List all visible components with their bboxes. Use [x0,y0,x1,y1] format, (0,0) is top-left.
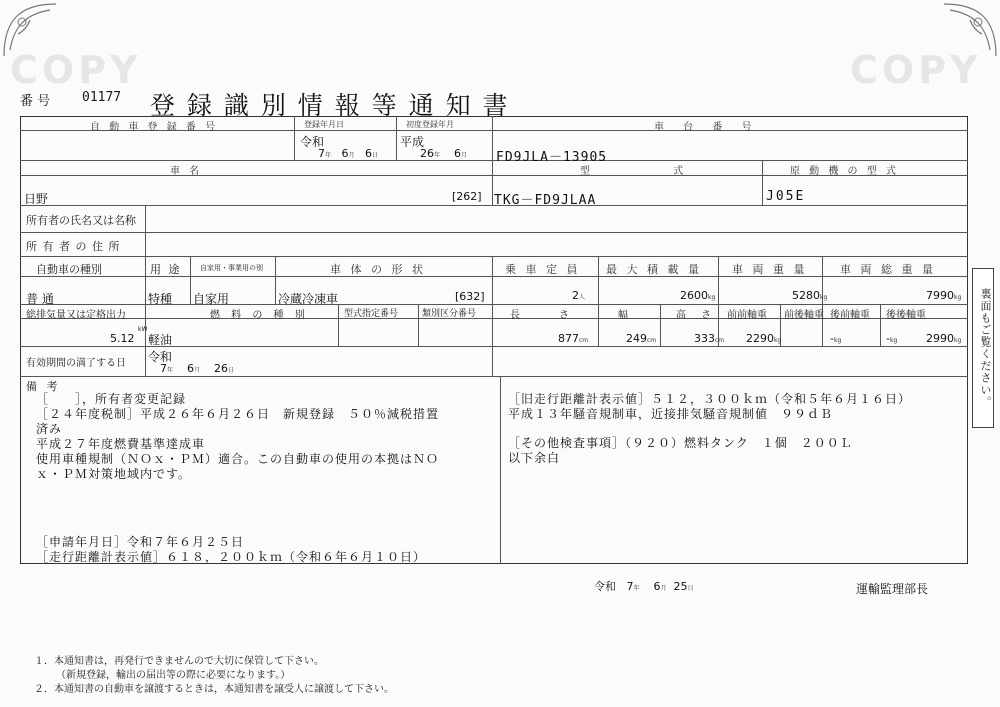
col-line [492,256,493,376]
serial-number: 01177 [82,90,122,105]
use-value: 特種 [148,292,173,306]
col-line [145,205,146,256]
remark-right-4: ［その他検査事項］（９２０）燃料タンク １個 ２００Ｌ [508,436,853,450]
header-reg-date: 登録年月日 [304,120,344,129]
header-expiry: 有効期間の満了する日 [26,358,126,369]
header-vehicle-kind: 自動車の種別 [36,263,102,276]
col-line [145,256,146,304]
watermark-right: COPY [850,48,982,92]
fr-axle-value: -kg [830,332,842,345]
reg-month: 6 [341,147,349,160]
width-value: 249cm [626,332,657,345]
remark-left-6: ｘ・ＰＭ対策地域内です。 [36,467,192,481]
rf-axle-value: -kg [886,332,898,345]
first-reg-value: 26年 6月 [420,147,468,160]
header-reg-no: 自 動 車 登 録 番 号 [90,122,219,133]
rr-axle-value: 2990kg [926,332,962,345]
header-chassis-no: 車 台 番 号 [654,122,760,133]
body-shape-code: [632] [455,290,485,303]
col-line [396,116,397,160]
col-line [145,304,146,376]
displacement-unit: kW [138,326,148,333]
remark-left-5: 使用車種規制（ＮＯｘ・ＰＭ）適合。この自動車の使用の本拠はＮＯ [36,452,440,466]
header-vehicle-weight: 車 両 重 量 [732,263,808,276]
row-line [20,318,968,319]
header-length: 長 さ [510,310,588,321]
col-line [190,256,191,304]
issuer-title: 運輸監理部長 [856,582,929,596]
remark-left-2: ［２４年度税制］平成２６年６月２６日 新規登録 ５０％減税措置 [36,407,440,421]
header-type-designation: 型式指定番号 [344,309,399,319]
expiry-era: 令和 [148,350,173,364]
private-business-value: 自家用 [193,292,230,306]
first-reg-month: 6 [454,147,462,160]
ff-axle-value: 2290kg [746,332,782,345]
header-fuel: 燃 料 の 種 別 [210,310,309,321]
remark-application-date: ［申請年月日］令和７年６月２５日 [36,535,245,549]
reg-date-value: 7年 6月 6日 [318,147,379,160]
header-model: 型 式 [580,166,724,177]
height-value: 333cm [694,332,725,345]
col-line [598,256,599,346]
model-code: [262] [452,190,482,203]
watermark-left: COPY [10,48,142,92]
engine-model: J05E [766,189,806,204]
remark-odometer: ［走行距離計表示値］６１８，２００ｋｍ（令和６年６月１０日） [36,550,427,564]
remark-left-1: ［ ］，所有者変更記録 [36,392,187,406]
side-note-tab: 裏面もご覧ください。 [972,268,994,428]
issue-date: 令和 7年 6月 25日 [594,580,694,593]
vehicle-weight-value: 5280kg [792,289,828,302]
model-value: TKG－FD9JLAA [494,193,597,208]
fuel-value: 軽油 [148,333,173,347]
chassis-number: FD9JLA－13905 [496,150,608,165]
header-first-reg: 初度登録年月 [406,120,454,129]
header-rf-axle: 後前軸重 [830,310,870,321]
header-engine: 原 動 機 の 型 式 [790,166,899,177]
row-line [20,256,968,257]
col-line [492,116,493,205]
header-use: 用 途 [150,263,182,276]
body-shape-value: 冷蔵冷凍車 [278,292,339,306]
note-1-sub: （新規登録，輸出の届出等の際に必要になります。） [56,670,291,681]
remark-left-3: 済み [36,422,63,436]
header-displacement: 総排気量又は定格出力 [26,310,126,321]
header-category-no: 類別区分番号 [422,309,477,319]
header-width: 幅 [618,310,628,321]
header-gross-weight: 車 両 総 重 量 [840,263,936,276]
document-title: 登 録 識 別 情 報 等 通 知 書 [150,91,510,120]
remark-left-4: 平成２７年度燃費基準達成車 [36,437,206,451]
col-line [338,304,339,346]
gross-weight-value: 7990kg [926,289,962,302]
header-rr-axle: 後後軸重 [886,310,926,321]
header-owner-name: 所有者の氏名又は名称 [26,214,136,227]
header-max-load: 最 大 積 載 量 [606,263,702,276]
reg-year: 7 [318,147,325,160]
max-load-value: 2600kg [680,289,716,302]
col-line [275,256,276,304]
header-name: 車 名 [170,166,203,177]
col-line [500,376,501,564]
col-line [660,304,661,346]
row-line [20,376,968,377]
remark-right-1: ［旧走行距離計表示値］５１２，３００ｋｍ（令和５年６月１６日） [508,392,912,406]
header-private-business: 自家用・事業用の別 [200,264,263,272]
header-ff-axle: 前前軸重 [727,310,767,321]
header-body-shape: 車 体 の 形 状 [330,263,426,276]
note-1: １．本通知書は，再発行できませんので大切に保管して下さい。 [34,656,324,667]
reg-era: 令和 [300,135,325,149]
note-2: ２．本通知書の自動車を譲渡するときは，本通知書を譲受人に譲渡して下さい。 [34,684,394,695]
header-owner-address: 所 有 者 の 住 所 [26,240,121,253]
length-value: 877cm [558,332,589,345]
remark-right-5: 以下余白 [508,451,561,465]
col-line [294,116,295,160]
serial-label: 番 号 [20,94,51,109]
row-line [20,232,968,233]
remark-right-2: 平成１３年騒音規制車，近接排気騒音規制値 ９９ｄＢ [508,407,834,421]
header-capacity: 乗 車 定 員 [505,263,581,276]
first-reg-year: 26 [420,147,434,160]
col-line [418,304,419,346]
header-height: 高 さ [676,310,718,321]
maker-name: 日野 [24,192,49,206]
header-remarks: 備 考 [26,380,61,393]
first-reg-era: 平成 [400,135,425,149]
vehicle-kind: 普 通 [26,292,54,306]
expiry-date: 7年 6月 26日 [160,362,235,375]
capacity-value: 2人 [572,289,586,302]
col-line [762,160,763,205]
header-fr-axle: 前後軸重 [784,310,824,321]
reg-day: 6 [365,147,373,160]
col-line [880,304,881,346]
displacement-value: 5.12 [110,332,135,345]
row-line [20,160,968,161]
